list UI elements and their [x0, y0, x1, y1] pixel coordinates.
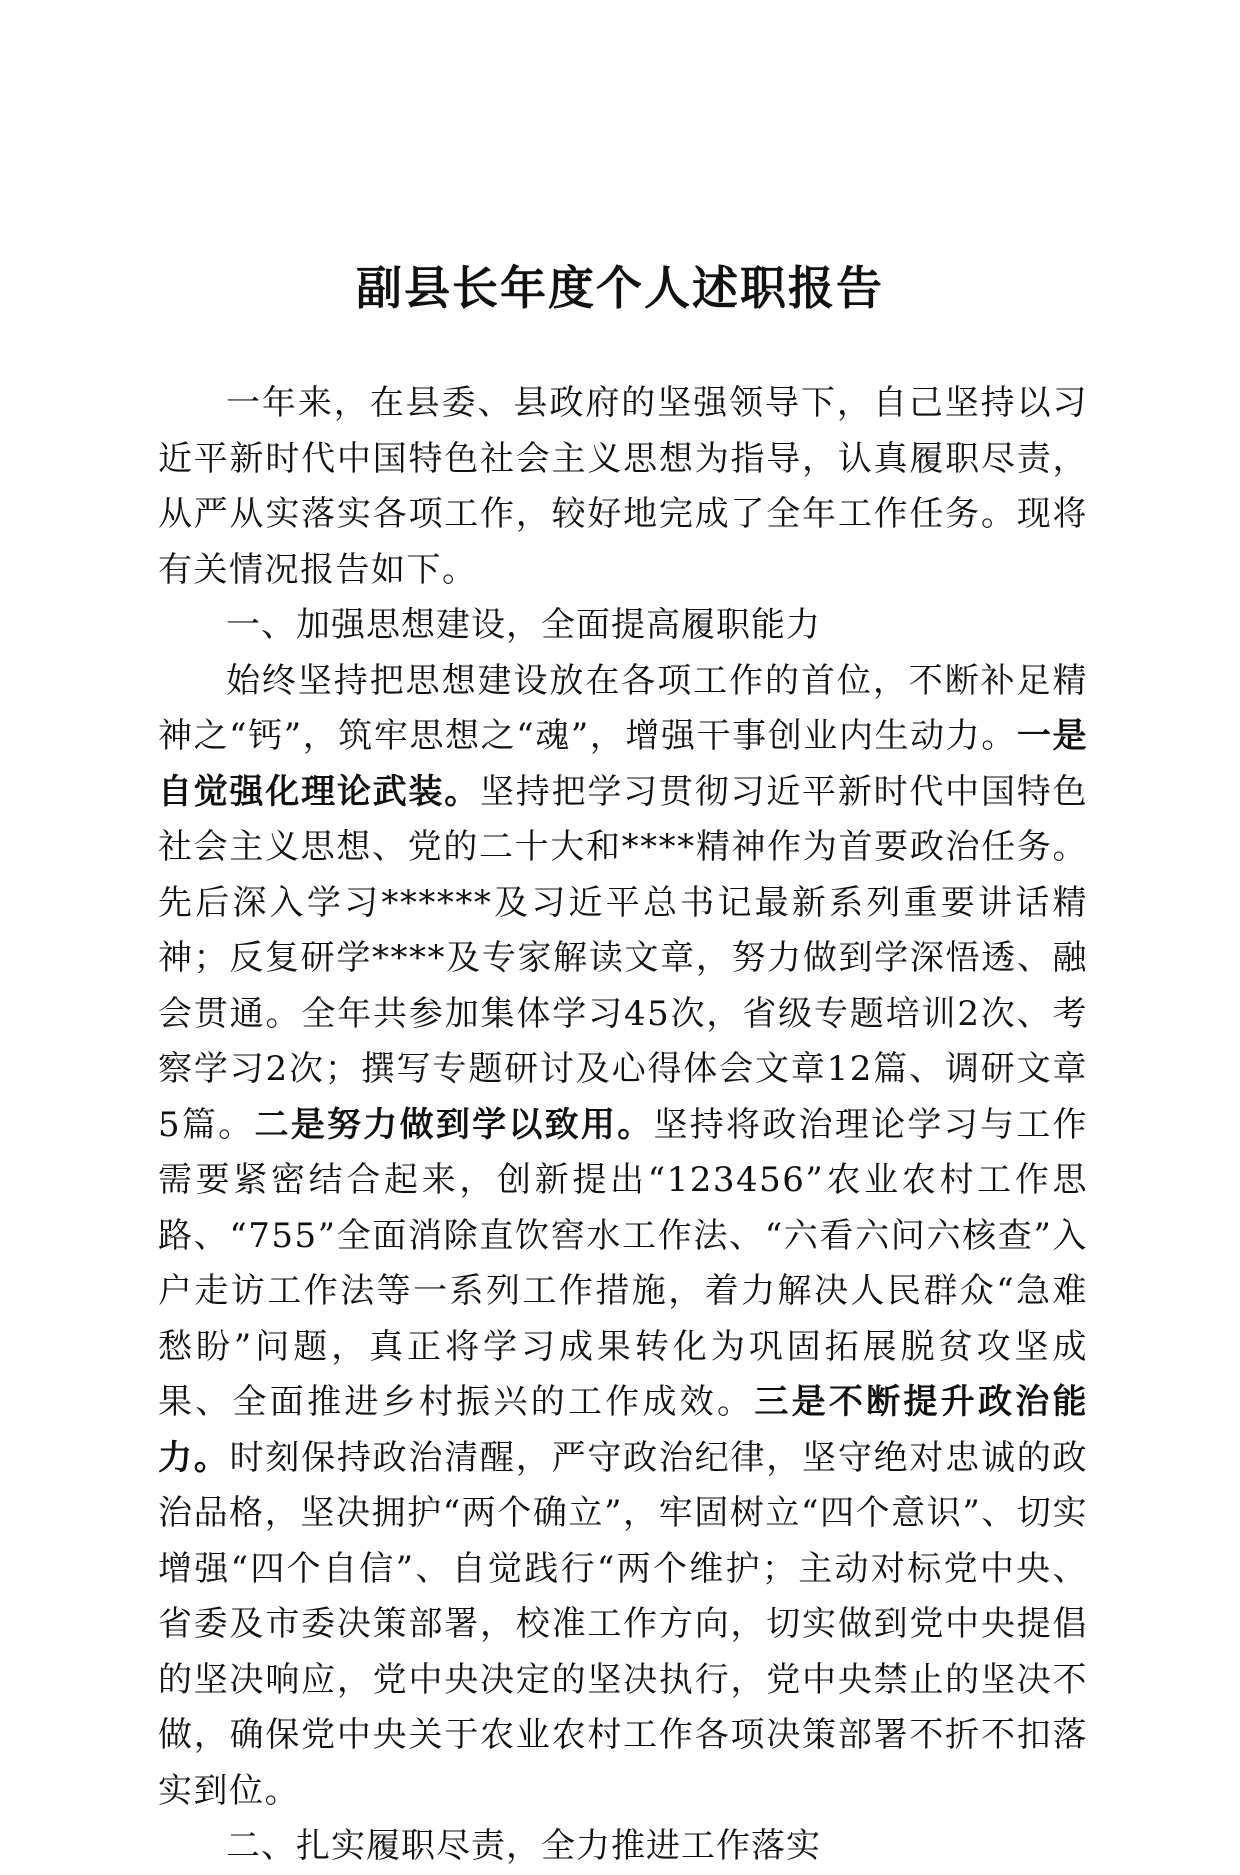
intro-paragraph: 一年来，在县委、县政府的坚强领导下，自己坚持以习近平新时代中国特色社会主义思想为指导，认真履职尽责，从严从实落实各项工作，较好地完成了全年工作任务。现将有关情况报告如下。 [158, 383, 1088, 590]
point1-title: 一是自觉强化理论武装。 [158, 716, 1088, 812]
point1-text: 坚持把学习贯彻习近平新时代中国特色社会主义思想、党的二十大和****精神作为首要政治任务。先后深入学习******及习近平总书记最新系列重要讲话精神；反复研学****及专家解读文章，努力做到学深悟透、融会贯通。全年共参加集体学习45次，省级专题培训2次、考察学习2次；撰写专题研讨及心得体会文章12篇、调研文章5篇。 [158, 771, 1089, 1145]
section-heading-1: 一、加强思想建设，全面提高履职能力 [226, 605, 821, 645]
section1-lead-text: 始终坚持把思想建设放在各项工作的首位，不断补足精神之“钙”，筑牢思想之“魂”，增强干事创业内生动力。 [158, 660, 1088, 756]
section-heading-2: 二、扎实履职尽责，全力推进工作落实 [226, 1826, 821, 1866]
section1-paragraph [158, 654, 1088, 1820]
point3-text: 时刻保持政治清醒，严守政治纪律，坚守绝对忠诚的政治品格，坚决拥护“两个确立”，牢固树立“四个意识”、切实增强“四个自信”、自觉践行“两个维护；主动对标党中央、省委及市委决策部署，校准工作方向，切实做到党中央提倡的坚决响应，党中央决定的坚决执行，党中央禁止的坚决不做，确保党中央关于农业农村工作各项决策部署不折不扣落实到位。 [158, 1437, 1089, 1811]
point2-title: 二是努力做到学以致用。 [254, 1104, 654, 1145]
document-body [158, 376, 1088, 1875]
point3-title: 三是不断提升政治能力。 [158, 1382, 1089, 1478]
document-title: 副县长年度个人述职报告 [356, 261, 884, 315]
point2-text: 坚持将政治理论学习与工作需要紧密结合起来，创新提出“123456”农业农村工作思路、“755”全面消除直饮窖水工作法、“六看六问六核查”入户走访工作法等一系列工作措施，着力解决人民群众“急难愁盼”问题，真正将学习成果转化为巩固拓展脱贫攻坚成果、全面推进乡村振兴的工作成效。 [158, 1104, 1089, 1422]
